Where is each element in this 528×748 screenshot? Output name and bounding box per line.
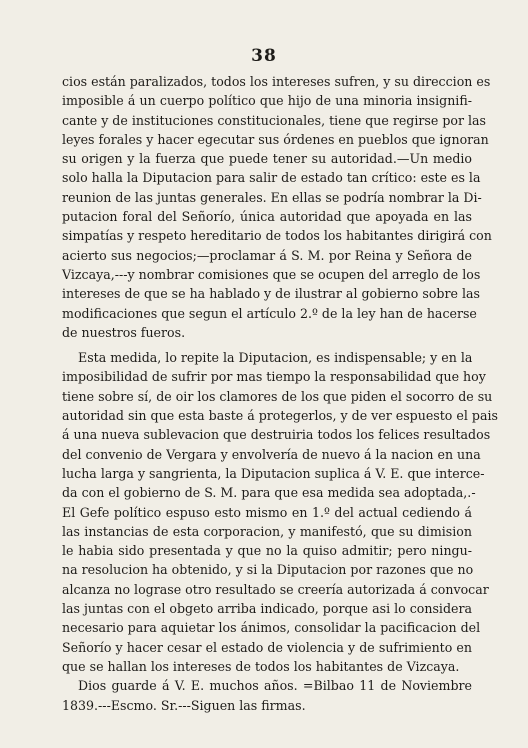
text-line: simpatías y respeto hereditario de todos los habitantes dirigirá con: [62, 228, 492, 244]
text-line: que se hallan los intereses de todos los habitantes de Vizcaya.: [62, 658, 460, 674]
text-line: El Gefe político espuso esto mismo en 1.º del actual cediendo á: [62, 504, 472, 520]
text-line: imposible á un cuerpo político que hijo de una minoria insignifi-: [62, 93, 472, 109]
text-line: cios están paralizados, todos los intereses sufren, y su direccion es: [62, 74, 491, 89]
text-line: na resolucion ha obtenido, y si la Diputacion por razones que no: [62, 562, 474, 578]
text-line: solo halla la Diputacion para salir de estado tan crítico: este es la: [62, 170, 481, 186]
text-line: de nuestros fueros.: [62, 324, 186, 340]
text-line: del convenio de Vergara y envolvería de nuevo á la nacion en una: [62, 446, 481, 462]
text-line: su origen y la fuerza que puede tener su autoridad.—Un medio: [62, 151, 472, 167]
text-line: Dios guarde á V. E. muchos años. =Bilbao 11 de Noviembre: [78, 678, 472, 694]
text-line: imposibilidad de sufrir por mas tiempo la responsabilidad que hoy: [62, 369, 486, 385]
page-number: 38: [251, 46, 277, 66]
text-line: intereses de que se ha hablado y de ilustrar al gobierno sobre las: [62, 286, 480, 302]
text-line: lucha larga y sangrienta, la Diputacion suplica á V. E. que interce-: [62, 465, 485, 481]
text-line: las juntas con el obgeto arriba indicado, porque asi lo considera: [62, 601, 472, 617]
text-line: cante y de instituciones constitucionales, tiene que regirse por las: [62, 112, 486, 128]
text-line: leyes forales y hacer egecutar sus órdenes en pueblos que ignoran: [62, 131, 489, 147]
text-line: 1839.---Escmo. Sr.---Siguen las firmas.: [62, 697, 306, 713]
text-line: alcanza no lograse otro resultado se creería autorizada á convocar: [62, 581, 489, 597]
text-line: necesario para aquietar los ánimos, consolidar la pacificacion del: [62, 620, 481, 636]
body-text: [62, 72, 498, 715]
text-line: Esta medida, lo repite la Diputacion, es indispensable; y en la: [78, 350, 473, 366]
text-line: le habia sido presentada y que no la quiso admitir; pero ningu-: [62, 543, 472, 559]
text-line: reunion de las juntas generales. En ellas se podría nombrar la Di-: [62, 189, 482, 205]
text-line: putacion foral del Señorío, única autoridad que apoyada en las: [62, 209, 472, 225]
text-line: modificaciones que segun el artículo 2.º de la ley han de hacerse: [62, 305, 477, 321]
text-line: á una nueva sublevacion que destruiria todos los felices resultados: [62, 427, 491, 443]
text-line: autoridad sin que esta baste á protegerlos, y de ver espuesto el pais: [62, 408, 498, 424]
text-line: da con el gobierno de S. M. para que esa medida sea adoptada,.-: [62, 485, 476, 501]
text-line: Vizcaya,---y nombrar comisiones que se ocupen del arreglo de los: [62, 266, 481, 282]
text-line: acierto sus negocios;—proclamar á S. M. por Reina y Señora de: [62, 247, 472, 263]
text-line: las instancias de esta corporacion, y manifestó, que su dimision: [62, 523, 472, 539]
text-line: Señorío y hacer cesar el estado de violencia y de sufrimiento en: [62, 639, 472, 655]
text-line: tiene sobre sí, de oir los clamores de los que piden el socorro de su: [62, 388, 493, 404]
